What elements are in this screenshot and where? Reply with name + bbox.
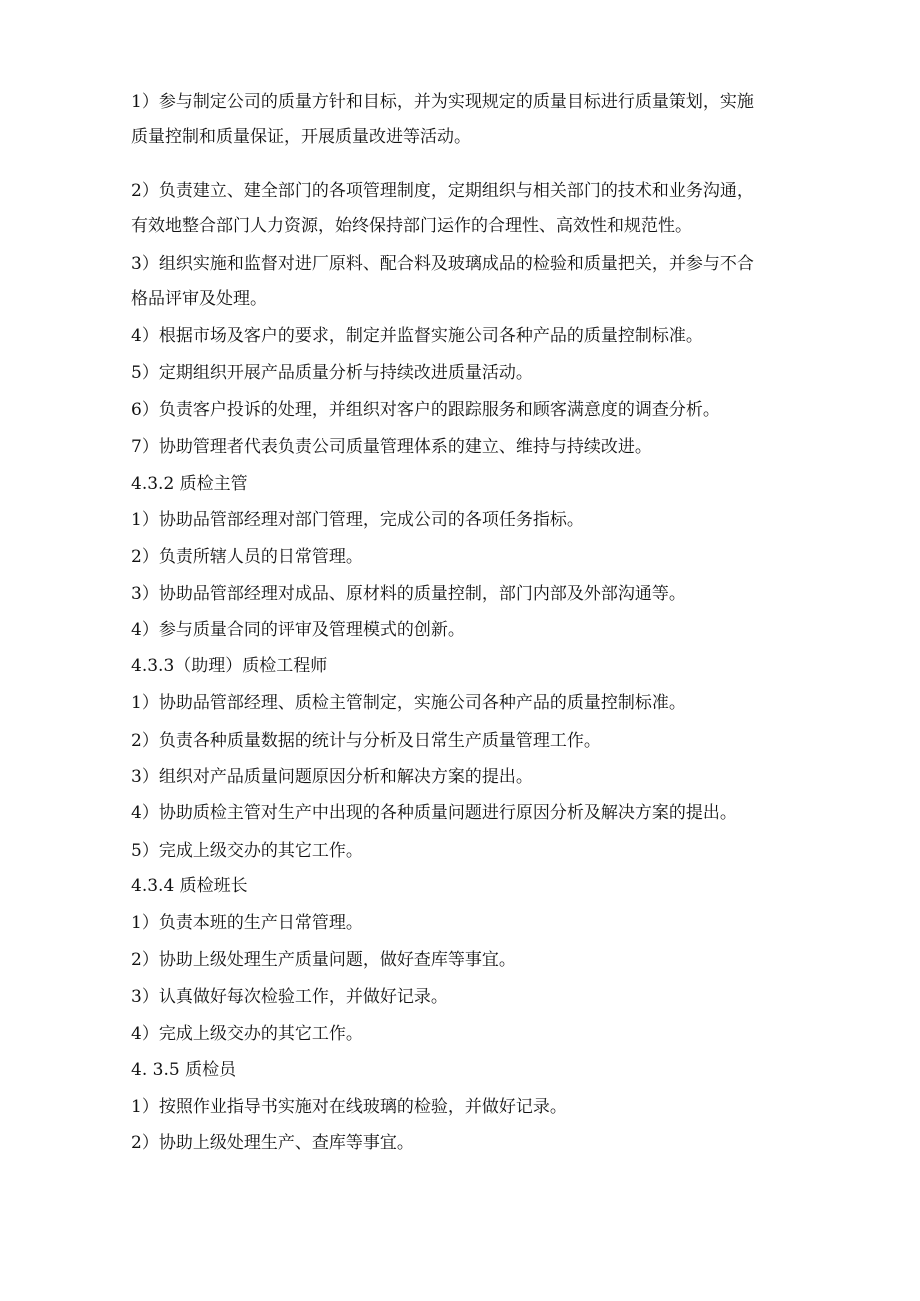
text-line: 3）协助品管部经理对成品、原材料的质量控制，部门内部及外部沟通等。 [131,584,686,604]
section-heading: 4.3.4 质检班长 [131,876,248,896]
section-heading: 4.3.2 质检主管 [131,474,248,494]
text-line: 3）组织实施和监督对进厂原料、配合料及玻璃成品的检验和质量把关，并参与不合 [131,254,754,274]
text-line: 2）协助上级处理生产、查库等事宜。 [131,1133,414,1153]
text-line: 7）协助管理者代表负责公司质量管理体系的建立、维持与持续改进。 [131,437,652,457]
text-line: 1）按照作业指导书实施对在线玻璃的检验，并做好记录。 [131,1097,567,1117]
text-line: 1）协助品管部经理对部门管理，完成公司的各项任务指标。 [131,510,584,530]
text-line: 6）负责客户投诉的处理，并组织对客户的跟踪服务和顾客满意度的调查分析。 [131,400,720,420]
text-line: 1）负责本班的生产日常管理。 [131,913,363,933]
text-line: 3）认真做好每次检验工作，并做好记录。 [131,987,448,1007]
text-line: 有效地整合部门人力资源，始终保持部门运作的合理性、高效性和规范性。 [131,216,692,236]
text-line: 4）协助质检主管对生产中出现的各种质量问题进行原因分析及解决方案的提出。 [131,803,737,823]
text-line: 2）负责各种质量数据的统计与分析及日常生产质量管理工作。 [131,731,601,751]
text-line: 4）完成上级交办的其它工作。 [131,1024,363,1044]
text-line: 5）完成上级交办的其它工作。 [131,841,363,861]
text-line: 4）根据市场及客户的要求，制定并监督实施公司各种产品的质量控制标准。 [131,326,703,346]
section-heading: 4. 3.5 质检员 [131,1060,237,1080]
text-line: 4）参与质量合同的评审及管理模式的创新。 [131,620,465,640]
text-line: 格品评审及处理。 [131,289,267,309]
text-line: 1）参与制定公司的质量方针和目标，并为实现规定的质量目标进行质量策划，实施 [131,92,754,112]
text-line: 2）负责建立、建全部门的各项管理制度，定期组织与相关部门的技术和业务沟通， [131,181,754,201]
text-line: 1）协助品管部经理、质检主管制定，实施公司各种产品的质量控制标准。 [131,693,686,713]
text-line: 2）协助上级处理生产质量问题，做好查库等事宜。 [131,950,516,970]
text-line: 3）组织对产品质量问题原因分析和解决方案的提出。 [131,767,533,787]
text-line: 质量控制和质量保证，开展质量改进等活动。 [131,127,471,147]
section-heading: 4.3.3（助理）质检工程师 [131,656,328,676]
text-line: 2）负责所辖人员的日常管理。 [131,547,363,567]
text-line: 5）定期组织开展产品质量分析与持续改进质量活动。 [131,363,533,383]
